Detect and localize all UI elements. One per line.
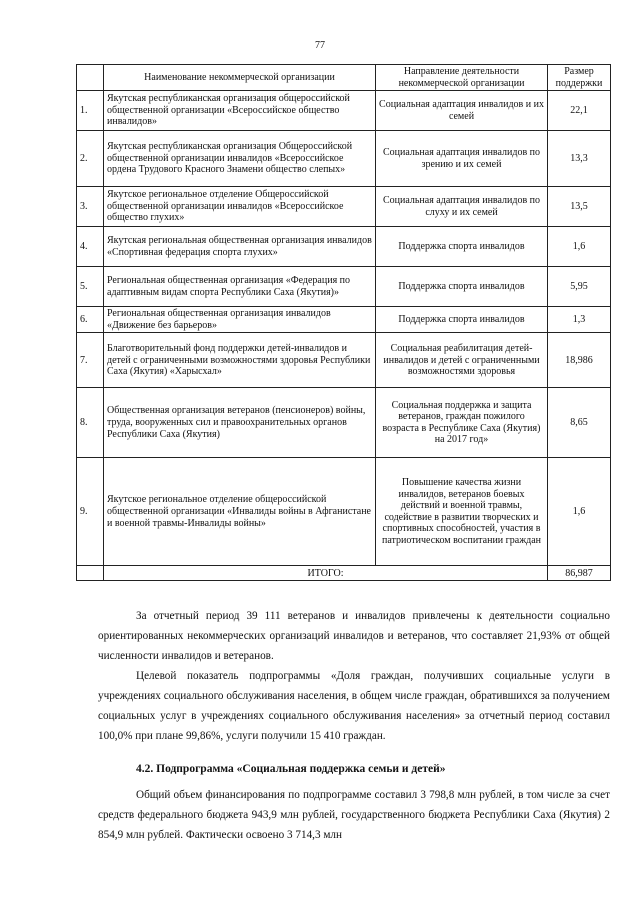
row-name: Якутская республиканская организация Общероссийской общественной организации инвалидов «Всероссийское ордена Трудового Красного Знамени общество слепых» <box>104 131 376 187</box>
total-value: 86,987 <box>548 566 611 581</box>
table-row <box>77 267 611 307</box>
row-num: 7. <box>77 333 104 388</box>
row-direction: Поддержка спорта инвалидов <box>376 307 548 333</box>
header-name: Наименование некоммерческой организации <box>104 65 376 91</box>
row-direction: Поддержка спорта инвалидов <box>376 227 548 267</box>
row-direction: Повышение качества жизни инвалидов, ветеранов боевых действий и военной травмы, содействие в развитии творческих и спортивных способностей, участия в патриотическом воспитании граждан <box>376 458 548 566</box>
table-total-row <box>77 566 611 581</box>
row-size: 18,986 <box>548 333 611 388</box>
row-size: 1,6 <box>548 458 611 566</box>
table-row <box>77 388 611 458</box>
row-size: 22,1 <box>548 91 611 131</box>
row-name: Региональная общественная организация «Федерация по адаптивным видам спорта Республики Саха (Якутия)» <box>104 267 376 307</box>
row-num: 9. <box>77 458 104 566</box>
section-heading: 4.2. Подпрограмма «Социальная поддержка семьи и детей» <box>136 763 446 775</box>
row-name: Региональная общественная организация инвалидов «Движение без барьеров» <box>104 307 376 333</box>
table-row <box>77 458 611 566</box>
row-num: 8. <box>77 388 104 458</box>
row-direction: Социальная адаптация инвалидов по зрению и их семей <box>376 131 548 187</box>
total-label: ИТОГО: <box>104 566 548 581</box>
row-name: Якутская региональная общественная организация инвалидов «Спортивная федерация спорта глухих» <box>104 227 376 267</box>
header-num <box>77 65 104 91</box>
total-num-cell <box>77 566 104 581</box>
row-num: 1. <box>77 91 104 131</box>
row-size: 13,5 <box>548 187 611 227</box>
row-direction: Поддержка спорта инвалидов <box>376 267 548 307</box>
table-header-row <box>77 65 611 91</box>
row-name: Якутское региональное отделение общероссийской общественной организации «Инвалиды войны в Афганистане и военной травмы-Инвалиды войны» <box>104 458 376 566</box>
paragraph: За отчетный период 39 111 ветеранов и инвалидов привлечены к деятельности социально ориентированных некоммерческих организаций инвалидов и ветеранов, что составляет 21,93% от общей численности инвалидов и ветеранов. <box>98 610 610 662</box>
row-direction: Социальная адаптация инвалидов по слуху и их семей <box>376 187 548 227</box>
body-text <box>98 606 610 746</box>
row-name: Общественная организация ветеранов (пенсионеров) войны, труда, вооруженных сил и правоохранительных органов Республики Саха (Якутия) <box>104 388 376 458</box>
row-direction: Социальная адаптация инвалидов и их семей <box>376 91 548 131</box>
row-num: 6. <box>77 307 104 333</box>
row-num: 2. <box>77 131 104 187</box>
row-name: Якутская республиканская организация общероссийской общественной организации «Всероссийское общество инвалидов» <box>104 91 376 131</box>
paragraph: Целевой показатель подпрограммы «Доля граждан, получивших социальные услуги в учреждениях социального обслуживания населения, в общем числе граждан, обратившихся за получением социальных услуг в учреждениях социального обслуживания населения» за отчетный период составил 100,0% при плане 99,86%, услуги получили 15 410 граждан. <box>98 670 610 742</box>
table-row <box>77 187 611 227</box>
paragraph: Общий объем финансирования по подпрограмме составил 3 798,8 млн рублей, в том числе за счет средств федерального бюджета 943,9 млн рублей, государственного бюджета Республики Саха (Якутия) 2 854,9 млн рублей. Фактически освоено 3 714,3 млн <box>98 789 610 841</box>
row-direction: Социальная реабилитация детей-инвалидов и детей с ограниченными возможностями здоровья <box>376 333 548 388</box>
row-size: 1,3 <box>548 307 611 333</box>
row-size: 5,95 <box>548 267 611 307</box>
header-direction: Направление деятельности некоммерческой организации <box>376 65 548 91</box>
nko-support-table <box>76 64 611 581</box>
row-direction: Социальная поддержка и защита ветеранов, граждан пожилого возраста в Республике Саха (Якутия) на 2017 год» <box>376 388 548 458</box>
table-row <box>77 131 611 187</box>
row-num: 4. <box>77 227 104 267</box>
header-size: Размер поддержки <box>548 65 611 91</box>
row-name: Благотворительный фонд поддержки детей-инвалидов и детей с ограниченными возможностями здоровья Республики Саха (Якутия) «Харысхал» <box>104 333 376 388</box>
row-num: 3. <box>77 187 104 227</box>
body-text-continued <box>98 785 610 845</box>
table-row <box>77 333 611 388</box>
row-name: Якутское региональное отделение Общероссийской общественной организации инвалидов «Всероссийское общество глухих» <box>104 187 376 227</box>
table-row <box>77 227 611 267</box>
page-number: 77 <box>315 40 325 51</box>
row-num: 5. <box>77 267 104 307</box>
row-size: 8,65 <box>548 388 611 458</box>
table-row <box>77 91 611 131</box>
table-row <box>77 307 611 333</box>
row-size: 13,3 <box>548 131 611 187</box>
row-size: 1,6 <box>548 227 611 267</box>
